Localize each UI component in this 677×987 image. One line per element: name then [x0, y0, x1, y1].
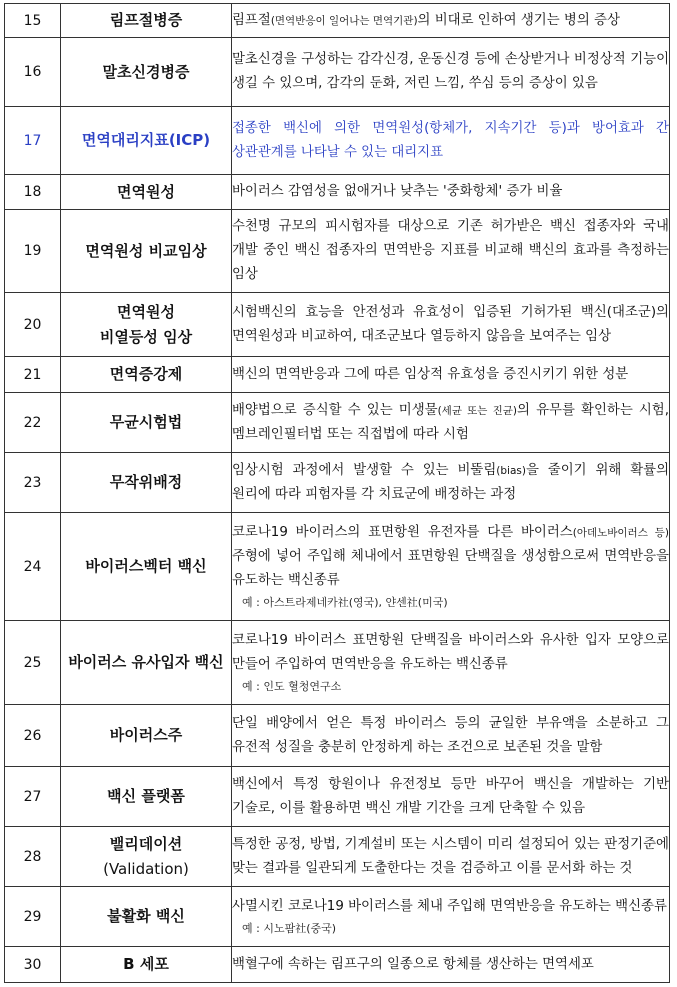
- term: B 세포: [61, 947, 232, 983]
- glossary-table: [4, 3, 670, 983]
- term: 면역증강제: [61, 357, 232, 393]
- row-number: 22: [5, 393, 61, 453]
- term: 무작위배정: [61, 453, 232, 513]
- definition: 말초신경을 구성하는 감각신경, 운동신경 등에 손상받거나 비정상적 기능이 생길 수 있으며, 감각의 둔화, 저린 느낌, 쑤심 등의 증상이 있음: [232, 38, 670, 107]
- definition: 시험백신의 효능을 안전성과 유효성이 입증된 기허가된 백신(대조군)의 면역원성과 비교하여, 대조군보다 열등하지 않음을 보여주는 임상: [232, 293, 670, 357]
- table-row: [5, 38, 670, 107]
- table-row: [5, 393, 670, 453]
- definition: 임상시험 과정에서 발생할 수 있는 비뚤림(bias)을 줄이기 위해 확률의 원리에 따라 피험자를 각 치료군에 배정하는 과정: [232, 453, 670, 513]
- definition: 백혈구에 속하는 림프구의 일종으로 항체를 생산하는 면역세포: [232, 947, 670, 983]
- table-row: [5, 705, 670, 767]
- row-number: 17: [5, 107, 61, 175]
- example-note: 예 : 시노팜社(중국): [242, 921, 337, 935]
- table-row: [5, 175, 670, 210]
- row-number: 30: [5, 947, 61, 983]
- row-number: 18: [5, 175, 61, 210]
- table-row: [5, 453, 670, 513]
- definition: 특정한 공정, 방법, 기계설비 또는 시스템이 미리 설정되어 있는 판정기준에 맞는 결과를 일관되게 도출한다는 것을 검증하고 이를 문서화 하는 것: [232, 827, 670, 887]
- definition: 백신의 면역반응과 그에 따른 임상적 유효성을 증진시키기 위한 성분: [232, 357, 670, 393]
- definition: 백신에서 특정 항원이나 유전정보 등만 바꾸어 백신을 개발하는 기반 기술로, 이를 활용하면 백신 개발 기간을 크게 단축할 수 있음: [232, 767, 670, 827]
- term: 면역원성 비교임상: [61, 210, 232, 293]
- table-row: [5, 827, 670, 887]
- definition: 사멸시킨 코로나19 바이러스를 체내 주입해 면역반응을 유도하는 백신종류 예 : 시노팜社(중국): [232, 887, 670, 947]
- table-row: [5, 293, 670, 357]
- definition: 수천명 규모의 피시험자를 대상으로 기존 허가받은 백신 접종자와 국내 개발 중인 백신 접종자의 면역반응 지표를 비교해 백신의 효과를 측정하는 임상: [232, 210, 670, 293]
- row-number: 19: [5, 210, 61, 293]
- term: 밸리데이션 (Validation): [61, 827, 232, 887]
- term: 불활화 백신: [61, 887, 232, 947]
- table-row: [5, 107, 670, 175]
- term: 바이러스주: [61, 705, 232, 767]
- term: 무균시험법: [61, 393, 232, 453]
- row-number: 16: [5, 38, 61, 107]
- definition: 림프절(면역반응이 일어나는 면역기관)의 비대로 인하여 생기는 병의 증상: [232, 4, 670, 38]
- table-row: [5, 621, 670, 705]
- row-number: 20: [5, 293, 61, 357]
- term: 말초신경병증: [61, 38, 232, 107]
- table-row: [5, 4, 670, 38]
- row-number: 26: [5, 705, 61, 767]
- row-number: 21: [5, 357, 61, 393]
- definition: 배양법으로 증식할 수 있는 미생물(세균 또는 진균)의 유무를 확인하는 시험, 멤브레인필터법 또는 직접법에 따라 시험: [232, 393, 670, 453]
- row-number: 15: [5, 4, 61, 38]
- row-number: 23: [5, 453, 61, 513]
- definition: 코로나19 바이러스 표면항원 단백질을 바이러스와 유사한 입자 모양으로 만들어 주입하여 면역반응을 유도하는 백신종류 예 : 인도 혈청연구소: [232, 621, 670, 705]
- definition: 단일 배양에서 얻은 특정 바이러스 등의 균일한 부유액을 소분하고 그 유전적 성질을 충분히 안정하게 하는 조건으로 보존된 것을 말함: [232, 705, 670, 767]
- definition: 바이러스 감염성을 없애거나 낮추는 '중화항체' 증가 비율: [232, 175, 670, 210]
- table-row: [5, 767, 670, 827]
- table-row: [5, 947, 670, 983]
- row-number: 25: [5, 621, 61, 705]
- example-note: 예 : 인도 혈청연구소: [242, 679, 342, 693]
- term: 바이러스벡터 백신: [61, 513, 232, 621]
- term: 바이러스 유사입자 백신: [61, 621, 232, 705]
- term: 면역대리지표(ICP): [61, 107, 232, 175]
- table-row: [5, 210, 670, 293]
- table-row: [5, 887, 670, 947]
- term: 면역원성: [61, 175, 232, 210]
- row-number: 28: [5, 827, 61, 887]
- row-number: 24: [5, 513, 61, 621]
- definition: 코로나19 바이러스의 표면항원 유전자를 다른 바이러스(아데노바이러스 등) 주형에 넣어 주입해 체내에서 표면항원 단백질을 생성함으로써 면역반응을 유도하는 백신종류 예 : 아스트라제네카社(영국), 얀센社(미국): [232, 513, 670, 621]
- term: 림프절병증: [61, 4, 232, 38]
- table-row: [5, 513, 670, 621]
- term: 면역원성 비열등성 임상: [61, 293, 232, 357]
- definition: 접종한 백신에 의한 면역원성(항체가, 지속기간 등)과 방어효과 간 상관관계를 나타날 수 있는 대리지표: [232, 107, 670, 175]
- table-row: [5, 357, 670, 393]
- row-number: 29: [5, 887, 61, 947]
- row-number: 27: [5, 767, 61, 827]
- example-note: 예 : 아스트라제네카社(영국), 얀센社(미국): [242, 595, 448, 609]
- term: 백신 플랫폼: [61, 767, 232, 827]
